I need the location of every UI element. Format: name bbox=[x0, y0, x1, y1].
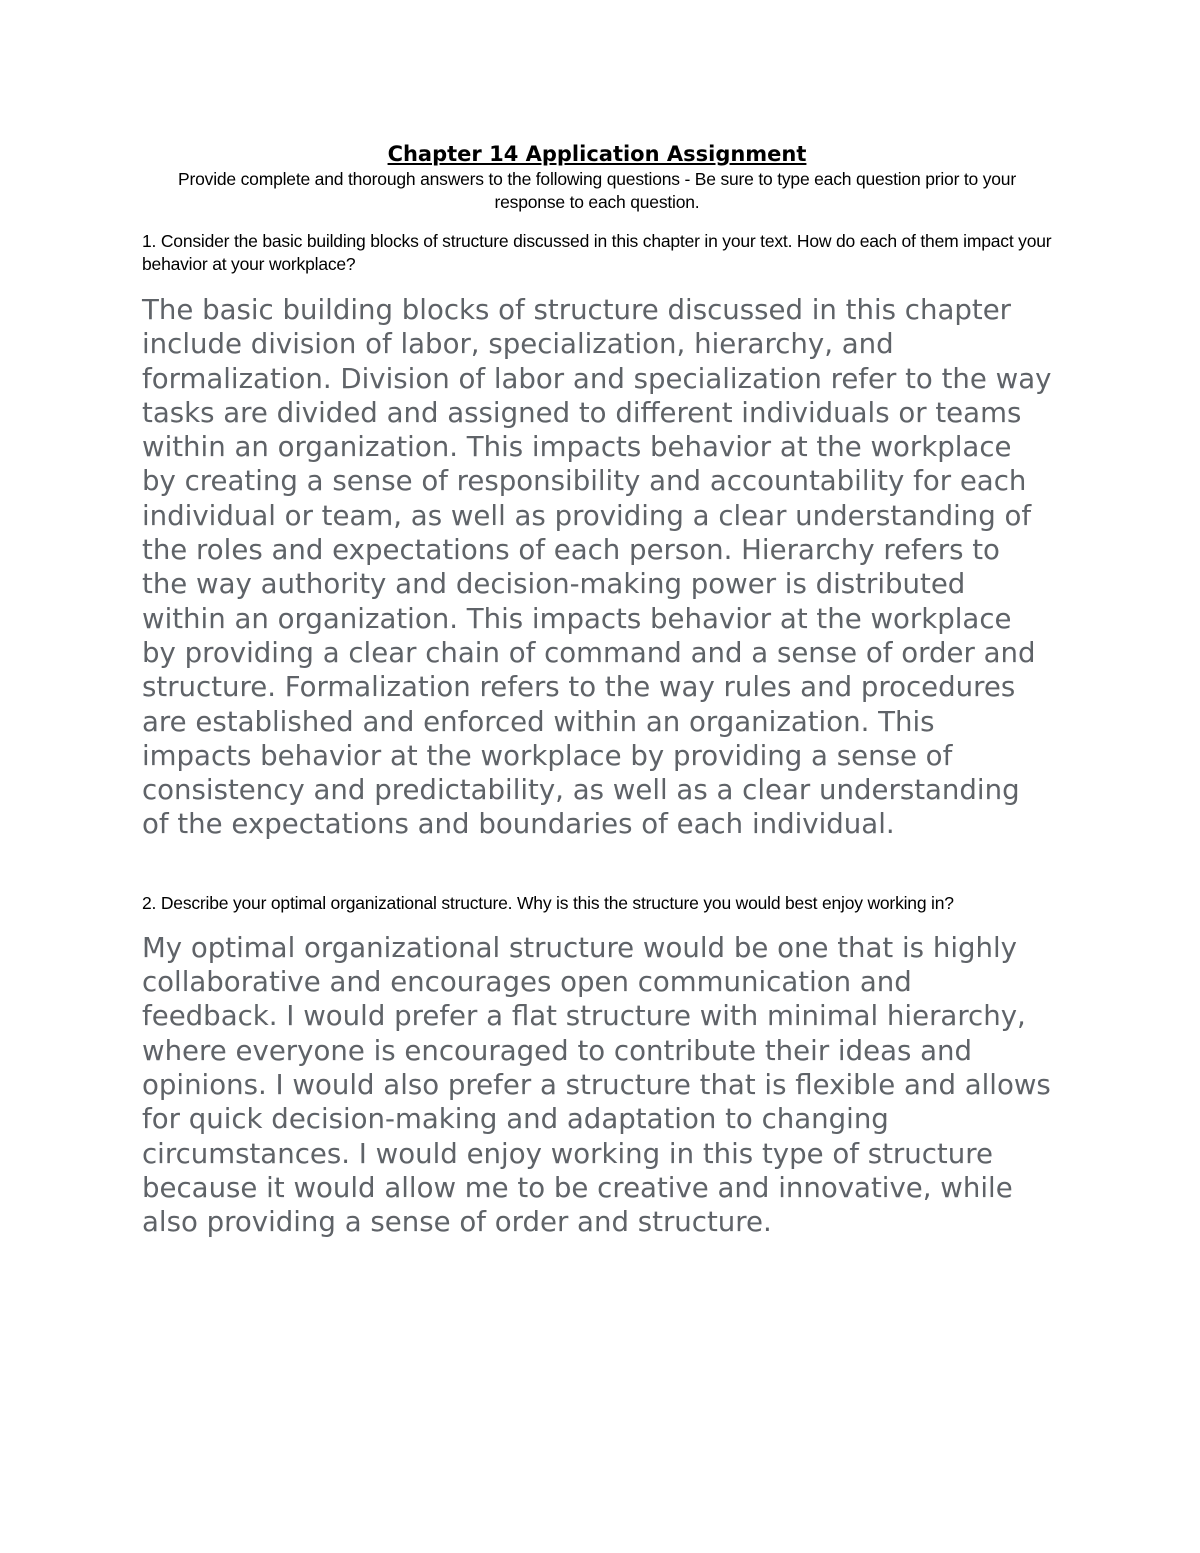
question-2: 2. Describe your optimal organizational structure. Why is this the structure you would best enjoy working in? bbox=[142, 892, 954, 913]
answer-1: The basic building blocks of structure discussed in this chapter include division of labor, specialization, hierarchy, and formalization. Division of labor and specialization refer to the way tasks are divided and assigned to different individuals or teams within an organization. This impacts behavior at the workplace by creating a sense of responsibility and accountability for each individual or team, as well as providing a clear understanding of the roles and expectations of each person. Hierarchy refers to the way authority and decision-making power is distributed within an organization. This impacts behavior at the workplace by providing a clear chain of command and a sense of order and structure. Formalization refers to the way rules and procedures are established and enforced within an organization. This impacts behavior at the workplace by providing a sense of consistency and predictability, as well as a clear understanding of the expectations and boundaries of each individual. bbox=[142, 293, 1052, 841]
assignment-instructions: Provide complete and thorough answers to the following questions - Be sure to type each question prior to your response to each question. bbox=[178, 169, 1016, 212]
page-title: Chapter 14 Application Assignment bbox=[387, 142, 807, 166]
question-1: 1. Consider the basic building blocks of structure discussed in this chapter in your text. How do each of them impact your behavior at your workplace? bbox=[142, 231, 1052, 274]
document-body bbox=[142, 140, 1052, 1239]
answer-2: My optimal organizational structure would be one that is highly collaborative and encourages open communication and feedback. I would prefer a flat structure with minimal hierarchy, where everyone is encouraged to contribute their ideas and opinions. I would also prefer a structure that is flexible and allows for quick decision-making and adaptation to changing circumstances. I would enjoy working in this type of structure because it would allow me to be creative and innovative, while also providing a sense of order and structure. bbox=[142, 930, 1051, 1239]
